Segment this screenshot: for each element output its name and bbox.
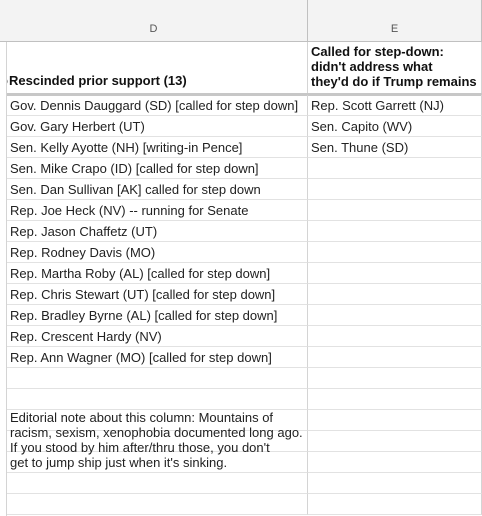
- table-row: [0, 200, 482, 221]
- table-row: [0, 242, 482, 263]
- cell-d[interactable]: Rep. Bradley Byrne (AL) [called for step down]: [7, 305, 308, 326]
- cell-e[interactable]: [308, 473, 482, 494]
- table-row: [0, 494, 482, 515]
- table-row: [0, 284, 482, 305]
- cell-e[interactable]: Sen. Thune (SD): [308, 137, 482, 158]
- cell-e[interactable]: [308, 347, 482, 368]
- cell-e[interactable]: [308, 494, 482, 515]
- cell-e[interactable]: [308, 452, 482, 473]
- table-row: [0, 158, 482, 179]
- table-row: [0, 95, 482, 116]
- cell-d[interactable]: Sen. Kelly Ayotte (NH) [writing-in Pence]: [7, 137, 308, 158]
- cell-d[interactable]: Sen. Mike Crapo (ID) [called for step down]: [7, 158, 308, 179]
- cell-e[interactable]: [308, 242, 482, 263]
- cell-d[interactable]: Rep. Martha Roby (AL) [called for step down]: [7, 263, 308, 284]
- cell-d[interactable]: Gov. Dennis Dauggard (SD) [called for step down]: [7, 95, 308, 116]
- cell-e[interactable]: [308, 326, 482, 347]
- table-row: [0, 305, 482, 326]
- cell-e[interactable]: [308, 368, 482, 389]
- cell-d[interactable]: Rep. Joe Heck (NV) -- running for Senate: [7, 200, 308, 221]
- table-row: [0, 116, 482, 137]
- header-cell-e[interactable]: [308, 42, 482, 93]
- cell-d[interactable]: Gov. Gary Herbert (UT): [7, 116, 308, 137]
- cell-e[interactable]: Sen. Capito (WV): [308, 116, 482, 137]
- table-row: [0, 389, 482, 410]
- cell-d[interactable]: [7, 389, 308, 410]
- column-header-e[interactable]: E: [308, 0, 482, 42]
- cell-e[interactable]: [308, 305, 482, 326]
- cell-e[interactable]: [308, 200, 482, 221]
- table-row: [0, 473, 482, 494]
- cell-d[interactable]: Rep. Crescent Hardy (NV): [7, 326, 308, 347]
- table-row: [0, 263, 482, 284]
- cell-d[interactable]: Rep. Jason Chaffetz (UT): [7, 221, 308, 242]
- cell-e[interactable]: [308, 431, 482, 452]
- cell-e[interactable]: Rep. Scott Garrett (NJ): [308, 95, 482, 116]
- header-cell-d-label: Rescinded prior support (13): [9, 73, 187, 88]
- cell-e[interactable]: [308, 284, 482, 305]
- editorial-note[interactable]: Editorial note about this column: Mountains of racism, sexism, xenophobia documented long ago. If you stood by him after/thru those, you don't get to jump ship just when it's sinking.: [10, 410, 303, 470]
- cell-e[interactable]: [308, 389, 482, 410]
- table-row: [0, 179, 482, 200]
- table-row: [0, 326, 482, 347]
- cell-d[interactable]: [7, 473, 308, 494]
- cell-e[interactable]: [308, 263, 482, 284]
- cell-d[interactable]: Sen. Dan Sullivan [AK] called for step down: [7, 179, 308, 200]
- table-row: [0, 347, 482, 368]
- cell-d[interactable]: Rep. Chris Stewart (UT) [called for step down]: [7, 284, 308, 305]
- cell-e[interactable]: [308, 179, 482, 200]
- cell-d[interactable]: [7, 368, 308, 389]
- cell-e[interactable]: [308, 410, 482, 431]
- header-cell-d[interactable]: [0, 42, 308, 93]
- table-row: [0, 137, 482, 158]
- column-header-d[interactable]: D: [0, 0, 308, 42]
- cell-e[interactable]: [308, 158, 482, 179]
- cell-d[interactable]: Rep. Ann Wagner (MO) [called for step down]: [7, 347, 308, 368]
- table-row: [0, 368, 482, 389]
- cell-d[interactable]: Rep. Rodney Davis (MO): [7, 242, 308, 263]
- table-row: [0, 221, 482, 242]
- cell-d[interactable]: [7, 494, 308, 515]
- header-cell-e-label: Called for step-down: didn't address what they'd do if Trump remains: [311, 44, 477, 89]
- cell-e[interactable]: [308, 221, 482, 242]
